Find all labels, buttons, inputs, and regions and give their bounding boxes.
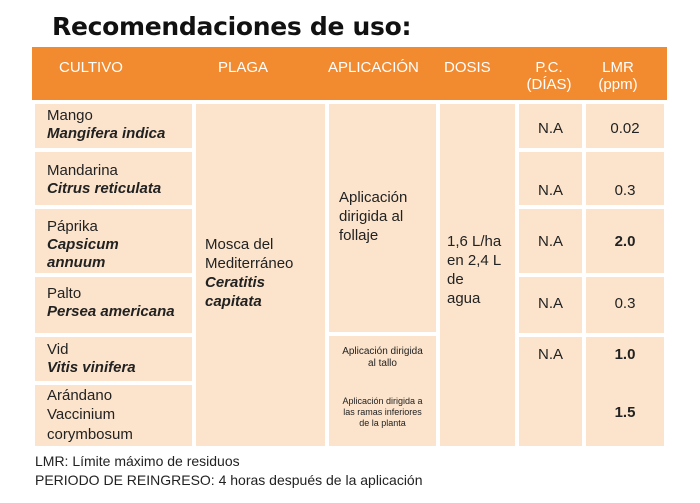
plaga-cell: Mosca del Mediterráneo Ceratitis capitata xyxy=(196,104,325,446)
footer-reingreso-note: PERIODO DE REINGRESO: 4 horas después de la aplicación xyxy=(35,472,423,488)
aplicacion-cell-follaje: Aplicación dirigida al follaje xyxy=(329,104,436,332)
cultivo-cell-arandano: Arándano Vaccinium corymbosum xyxy=(35,385,192,446)
cultivo-cell-mandarina: Mandarina Citrus reticulata xyxy=(35,152,192,205)
dosis-cell: 1,6 L/ha en 2,4 L de agua xyxy=(440,104,515,446)
header-plaga: PLAGA xyxy=(218,59,269,76)
cultivo-cell-vid: Vid Vitis vinifera xyxy=(35,337,192,381)
table-header xyxy=(32,47,667,100)
header-dosis: DOSIS xyxy=(444,59,491,76)
header-lmr: LMR (ppm) xyxy=(598,59,638,93)
pc-cell-palto: N.A xyxy=(519,277,582,333)
header-aplicacion: APLICACIÓN xyxy=(328,59,419,76)
lmr-cell-mango: 0.02 xyxy=(586,104,664,148)
aplicacion-cell-tallo-ramas: Aplicación dirigida al tallo Aplicación dirigida a las ramas inferiores de la planta xyxy=(329,336,436,446)
cultivo-cell-paprika: Páprika Capsicum annuum xyxy=(35,209,192,273)
page-title: Recomendaciones de uso: xyxy=(52,12,412,41)
pc-cell-mango: N.A xyxy=(519,104,582,148)
lmr-cell-mandarina: 0.3 xyxy=(586,152,664,205)
cultivo-cell-mango: Mango Mangifera indica xyxy=(35,104,192,148)
pc-cell-vid-arandano: N.A xyxy=(519,337,582,446)
header-pc: P.C. (DÍAS) xyxy=(526,59,572,93)
lmr-cell-paprika: 2.0 xyxy=(586,209,664,273)
lmr-cell-vid-arandano: 1.0 1.5 xyxy=(586,337,664,446)
cultivo-cell-palto: Palto Persea americana xyxy=(35,277,192,333)
pc-cell-paprika: N.A xyxy=(519,209,582,273)
header-cultivo: CULTIVO xyxy=(59,59,123,76)
lmr-cell-palto: 0.3 xyxy=(586,277,664,333)
pc-cell-mandarina: N.A xyxy=(519,152,582,205)
footer-lmr-note: LMR: Límite máximo de residuos xyxy=(35,453,240,469)
